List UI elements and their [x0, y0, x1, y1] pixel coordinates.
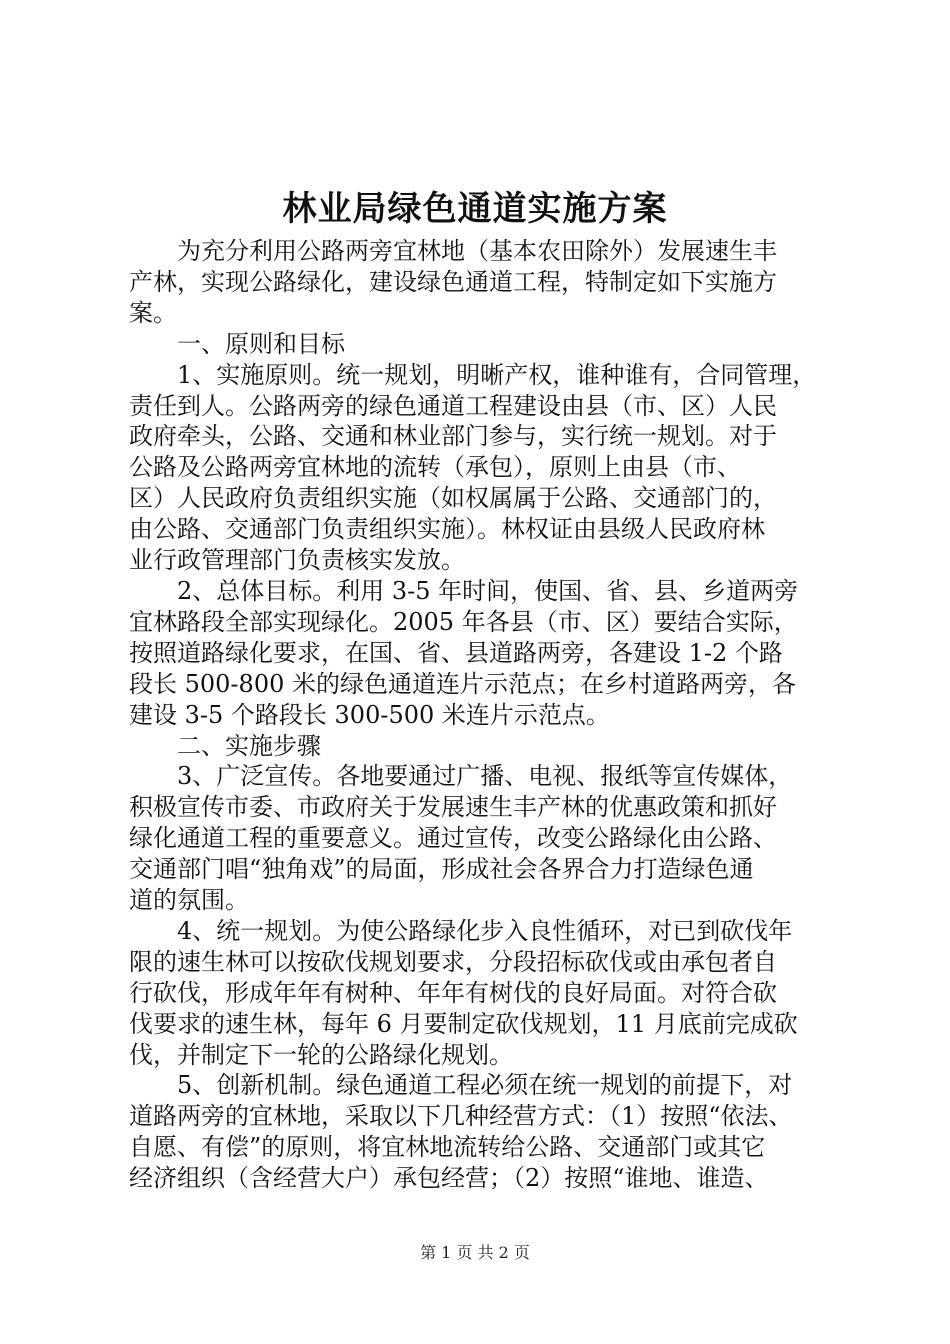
paragraph-goals: 2、总体目标。利用 3-5 年时间，使国、省、县、乡道两旁 宜林路段全部实现绿化。2005 年各县（市、区）要结合实际， 按照道路绿化要求，在国、省、县道路两旁，各建设 1-2 个路 段长 500-800 米的绿色通道连片示范点；在乡村道路两旁，各 建设 3-5 个路段长 300-500 米连片示范点。 — [129, 576, 799, 729]
paragraph-mechanism: 5、创新机制。绿色通道工程必须在统一规划的前提下，对 道路两旁的宜林地，采取以下几种经营方式：（1）按照“依法、 自愿、有偿”的原则，将宜林地流转给公路、交通部门或其它 经济组织（含经营大户）承包经营；（2）按照“谁地、谁造、 — [129, 1071, 793, 1193]
paragraph-planning: 4、统一规划。为使公路绿化步入良性循环，对已到砍伐年 限的速生林可以按砍伐规划要求，分段招标砍伐或由承包者自 行砍伐，形成年年有树种、年年有树伐的良好局面。对符合砍 伐要求的速生林，每年 6 月要制定砍伐规划，11 月底前完成砍 伐，并制定下一轮的公路绿化规划。 — [129, 916, 798, 1069]
section-heading-steps: 二、实施步骤 — [177, 731, 321, 760]
paragraph-publicity: 3、广泛宣传。各地要通过广播、电视、报纸等宣传媒体， 积极宣传市委、市政府关于发展速生丰产林的优惠政策和抓好 绿化通道工程的重要意义。通过宣传，改变公路绿化由公路、 交通部门唱“独角戏”的局面，形成社会各界合力打造绿色通 道的氛围。 — [129, 762, 793, 915]
document-body — [129, 236, 829, 1194]
section-heading-principles: 一、原则和目标 — [177, 329, 345, 358]
document-title: 林业局绿色通道实施方案 — [282, 189, 668, 229]
paragraph-principles: 1、实施原则。统一规划，明晰产权，谁种谁有，合同管理， 责任到人。公路两旁的绿色通道工程建设由县（市、区）人民 政府牵头，公路、交通和林业部门参与，实行统一规划。对于 公路及公路两旁宜林地的流转（承包），原则上由县（市、 区）人民政府负责组织实施（如权属属于公路、交通部门的， 由公路、交通部门负责组织实施）。林权证由县级人民政府林 业行政管理部门负责核实发放。 — [129, 360, 817, 575]
paragraph-intro: 为充分利用公路两旁宜林地（基本农田除外）发展速生丰 产林，实现公路绿化，建设绿色通道工程，特制定如下实施方 案。 — [129, 237, 777, 327]
page-footer: 第 1 页 共 2 页 — [420, 1243, 530, 1262]
